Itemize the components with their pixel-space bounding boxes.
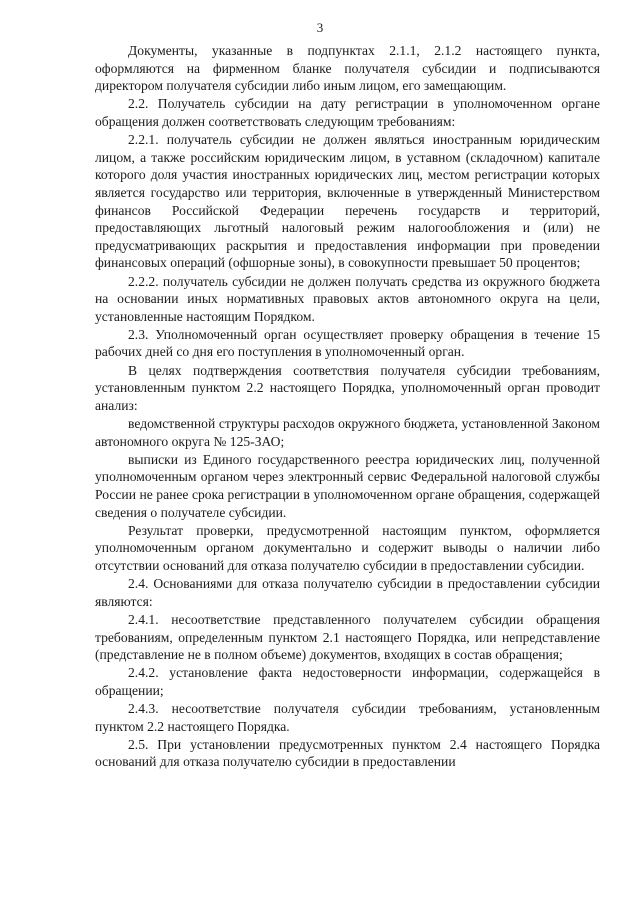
paragraph-2-4-1: 2.4.1. несоответствие представленного получателем субсидии обращения требованиям, определенным пунктом 2.1 настоящего Порядка, или непредставление (представление не в полном объеме) документов, входящих в состав обращения; bbox=[95, 611, 600, 663]
paragraph-2-5: 2.5. При установлении предусмотренных пунктом 2.4 настоящего Порядка оснований для отказа получателю субсидии в предоставлении bbox=[95, 736, 600, 770]
document-body bbox=[95, 42, 600, 771]
paragraph-verification-analysis: В целях подтверждения соответствия получателя субсидии требованиям, установленным пунктом 2.2 настоящего Порядка, уполномоченный орган проводит анализ: bbox=[95, 362, 600, 413]
page-number: 3 bbox=[316, 20, 324, 35]
paragraph-budget-structure: ведомственной структуры расходов окружного бюджета, установленной Законом автономного округа № 125-ЗАО; bbox=[95, 416, 600, 449]
paragraph-2-4: 2.4. Основаниями для отказа получателю субсидии в предоставлении субсидии являются: bbox=[95, 576, 600, 609]
paragraph-2-2-2: 2.2.2. получатель субсидии не должен получать средства из окружного бюджета на основании иных нормативных правовых актов автономного округа на цели, установленные настоящим Порядком. bbox=[95, 273, 600, 324]
paragraph-registry-extract: выписки из Единого государственного реестра юридических лиц, полученной уполномоченным органом через электронный сервис Федеральной налоговой службы России не ранее срока регистрации в уполномоченном органе обращения, содержащей сведения о получателе субсидии. bbox=[95, 451, 600, 520]
paragraph-2-4-2: 2.4.2. установление факта недостоверности информации, содержащейся в обращении; bbox=[95, 665, 600, 698]
paragraph-2-2: 2.2. Получатель субсидии на дату регистрации в уполномоченном органе обращения должен соответствовать следующим требованиям: bbox=[95, 96, 600, 129]
paragraph-2-2-1: 2.2.1. получатель субсидии не должен являться иностранным юридическим лицом, а также российским юридическим лицом, в уставном (складочном) капитале которого доля участия иностранных юридических лиц, местом регистрации которых является государство или территория, включенные в утвержденный Министерством финансов Российской Федерации перечень государств и территорий, предоставляющих льготный налоговый режим налогообложения и (или) не предусматривающих раскрытия и предоставления информации при проведении финансовых операций (офшорные зоны), в совокупности превышает 50 процентов; bbox=[95, 132, 600, 271]
paragraph-2-4-3: 2.4.3. несоответствие получателя субсидии требованиям, установленным пунктом 2.2 настоящего Порядка. bbox=[95, 701, 600, 734]
paragraph-2-3: 2.3. Уполномоченный орган осуществляет проверку обращения в течение 15 рабочих дней со дня его поступления в уполномоченный орган. bbox=[95, 326, 600, 360]
paragraph-verification-result: Результат проверки, предусмотренной настоящим пунктом, оформляется уполномоченным органом документально и содержит выводы о наличии либо отсутствии оснований для отказа получателю субсидии в предоставлении субсидии. bbox=[95, 522, 600, 573]
paragraph-signing-requirements: Документы, указанные в подпунктах 2.1.1, 2.1.2 настоящего пункта, оформляются на фирменном бланке получателя субсидии и подписываются директором получателя субсидии либо иным лицом, его замещающим. bbox=[95, 43, 600, 94]
